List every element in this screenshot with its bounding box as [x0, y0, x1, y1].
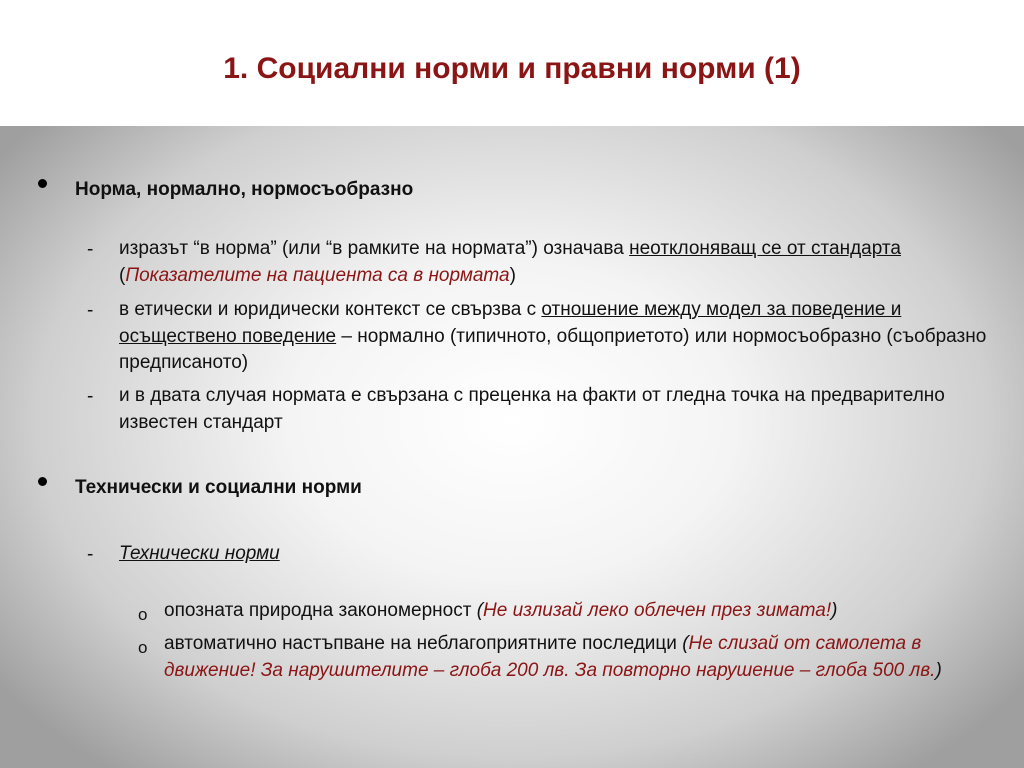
- example-text: Не излизай леко облечен през зимата!: [483, 600, 832, 621]
- paren: ): [831, 600, 838, 621]
- bullet-icon: [38, 477, 47, 486]
- slide-title: 1. Социални норми и правни норми (1): [223, 52, 801, 85]
- paren: (: [476, 600, 484, 621]
- list-item: [119, 383, 1004, 436]
- sub-heading: Технически норми: [119, 543, 280, 564]
- item-text: опозната природна закономерност: [164, 600, 477, 621]
- list-item: [164, 598, 1004, 625]
- item-text: в етически и юридически контекст се свързва с: [119, 299, 542, 320]
- paren: (: [682, 633, 689, 654]
- paren: ): [935, 659, 942, 681]
- list-item: [119, 297, 1004, 377]
- item-text: (: [119, 264, 126, 286]
- example-text: Показателите на пациента са в нормата: [125, 264, 510, 286]
- list-item: [119, 236, 1004, 289]
- item-text: ): [509, 264, 516, 286]
- bullet-icon: [38, 179, 47, 188]
- item-text: изразът “в норма” (или “в рамките на нормата”) означава: [119, 238, 630, 259]
- underlined-text: неотклоняващ се от стандарта: [629, 238, 901, 259]
- circle-marker: o: [138, 638, 148, 657]
- example-text: Не слизай от самолета в движение! За нарушителите – глоба 200 лв. За повторно нарушение – глоба 500 лв.: [164, 633, 936, 681]
- dash-marker: -: [87, 239, 94, 260]
- item-text: автоматично настъпване на неблагоприятните последици: [164, 633, 683, 654]
- dash-marker: -: [87, 544, 94, 565]
- dash-marker: -: [87, 300, 94, 321]
- dash-marker: -: [87, 386, 94, 407]
- section-heading: Технически и социални норми: [75, 477, 362, 498]
- item-text: – нормално (типичното, общоприетото) или нормосъобразно (съобразно предписаното): [119, 325, 987, 373]
- item-text: и в двата случая нормата е свързана с преценка на факти от гледна точка на предварително известен стандарт: [119, 385, 945, 433]
- circle-marker: o: [138, 605, 148, 624]
- underlined-text: отношение между модел за поведение и осъществено поведение: [119, 299, 902, 347]
- list-item: [164, 631, 1004, 684]
- section-heading: Норма, нормално, нормосъобразно: [75, 179, 414, 200]
